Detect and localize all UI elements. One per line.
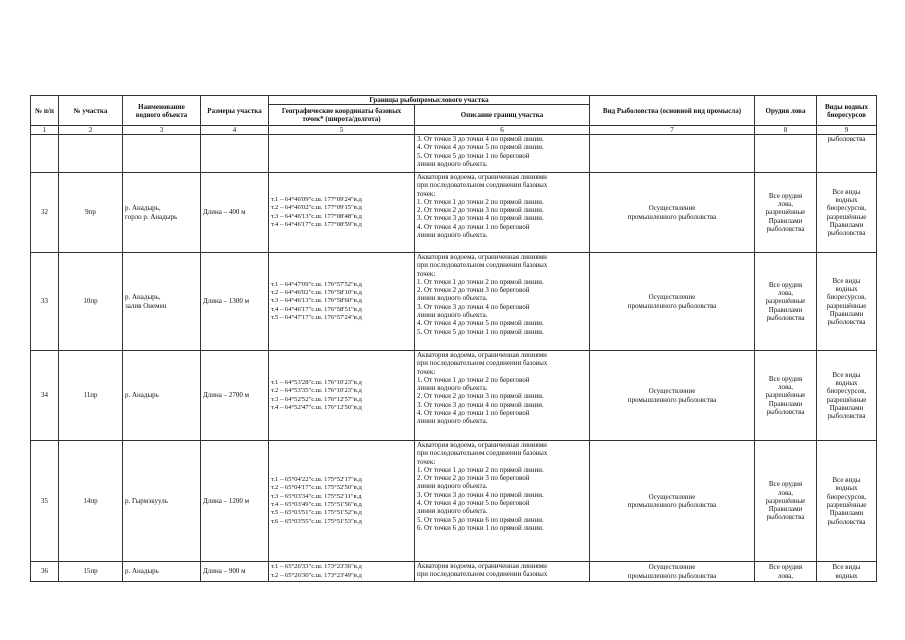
desc-line: 4. От точки 4 до точки 5 по прямой линии. xyxy=(417,319,544,328)
tools-line: Все орудия xyxy=(768,280,803,289)
water-body-line: р. Гырмэкууль xyxy=(125,496,168,505)
coord-line: т.5 – 65°03'51"с.ш. 175°51'52"в.д xyxy=(271,509,362,517)
resources-line: Правилами xyxy=(829,403,864,412)
desc-line: линии водного объекта. xyxy=(417,507,488,516)
tools-cell xyxy=(755,173,817,253)
tools-line: Все орудия xyxy=(768,191,803,200)
coord-line: т.1 – 65°26'33"с.ш. 173°23'36"в.д xyxy=(271,563,362,571)
resources-line: Все виды xyxy=(832,187,861,196)
header-fishery-type: Вид Рыболовства (основной вид промысла) xyxy=(590,96,755,126)
desc-line: линии водного объекта. xyxy=(417,384,488,393)
resources-cell xyxy=(817,135,877,173)
size-cell: Длина – 1300 м xyxy=(201,253,269,351)
desc-line: 6. От точки 6 до точки 1 по прямой линии. xyxy=(417,523,544,532)
header-description: Описание границ участка xyxy=(415,105,590,126)
description-cell xyxy=(415,253,590,351)
tools-line: лова, xyxy=(777,200,794,209)
coord-line: т.3 – 64°46'13"с.ш. 177°08'48"в.д xyxy=(271,212,362,220)
coord-line: т.4 – 64°46'17"с.ш. 177°08'59"в.д xyxy=(271,220,362,228)
resources-line: рыболовства xyxy=(827,517,866,526)
desc-line: 2. От точки 2 до точки 3 по прямой линии. xyxy=(417,392,544,401)
desc-line: точек: xyxy=(417,269,436,278)
fishery-type-cell xyxy=(590,351,755,441)
desc-line: точек: xyxy=(417,189,436,198)
resources-line: водных xyxy=(835,484,858,493)
tools-line: Правилами xyxy=(768,505,803,514)
desc-line: линии водного объекта. xyxy=(417,417,488,426)
header-borders: Границы рыбопромыслового участка xyxy=(269,96,590,105)
row-number-cell: 33 xyxy=(31,253,59,351)
desc-line: 5. От точки 5 до точки 1 по прямой линии. xyxy=(417,327,544,336)
fishery-line: промышленного рыболовства xyxy=(627,301,717,310)
coord-line: т.1 – 65°04'22"с.ш. 175°52'17"в.д xyxy=(271,476,362,484)
fishery-line: промышленного рыболовства xyxy=(627,212,717,221)
column-index: 4 xyxy=(201,126,269,135)
desc-line: 1. От точки 1 до точки 2 по прямой линии. xyxy=(417,197,544,206)
tools-line: Правилами xyxy=(768,216,803,225)
resources-cell xyxy=(817,441,877,562)
table-header xyxy=(31,96,877,135)
tools-line: разрешённые xyxy=(765,496,806,505)
fishery-line: Осуществление xyxy=(648,204,696,213)
tools-line: Правилами xyxy=(768,399,803,408)
desc-line: 4. От точки 4 до точки 1 по береговой xyxy=(417,222,530,231)
tools-line: лова, xyxy=(777,488,794,497)
coords-cell xyxy=(269,173,415,253)
table-row-continuation xyxy=(31,135,877,173)
coord-line: т.2 – 65°26'30"с.ш. 173°23'49"в.д xyxy=(271,571,362,579)
tools-line: разрешённые xyxy=(765,391,806,400)
table-row xyxy=(31,351,877,441)
fishery-line: Осуществление xyxy=(648,293,696,302)
resources-line: рыболовства xyxy=(827,229,866,238)
resources-cell xyxy=(817,351,877,441)
desc-line: Акватория водоема, ограниченная линиями xyxy=(417,351,547,359)
section-cell: 11пр xyxy=(59,351,123,441)
column-index: 6 xyxy=(415,126,590,135)
tools-cell xyxy=(755,562,817,582)
desc-line: 3. От точки 3 до точки 4 по прямой линии. xyxy=(417,400,544,409)
resources-line: Правилами xyxy=(829,509,864,518)
desc-line: линии водного объекта. xyxy=(417,311,488,320)
desc-line: 2. От точки 2 до точки 3 по береговой xyxy=(417,286,530,295)
desc-line: при последовательном соединении базовых xyxy=(417,181,548,190)
fishery-type-cell xyxy=(590,253,755,351)
tools-cell xyxy=(755,253,817,351)
desc-line: точек: xyxy=(417,367,436,376)
desc-line: при последовательном соединении базовых xyxy=(417,570,548,579)
fishery-line: Осуществление xyxy=(648,492,696,501)
coords-cell xyxy=(269,351,415,441)
desc-line: Акватория водоема, ограниченная линиями xyxy=(417,253,547,261)
coord-line: т.6 – 65°03'55"с.ш. 175°51'53"в.д xyxy=(271,517,362,525)
table-row xyxy=(31,441,877,562)
tools-line: лова, xyxy=(777,289,794,298)
fishery-type-cell xyxy=(590,173,755,253)
size-cell: Длина – 400 м xyxy=(201,173,269,253)
header-section-no: № участка xyxy=(59,96,123,126)
table-body xyxy=(31,135,877,582)
water-body-line: залив Онемен xyxy=(125,301,167,310)
desc-line: Акватория водоема, ограниченная линиями xyxy=(417,562,547,570)
desc-line: 1. От точки 1 до точки 2 по прямой линии. xyxy=(417,277,544,286)
coords-cell xyxy=(269,562,415,582)
resources-cell xyxy=(817,253,877,351)
tools-line: разрешённые xyxy=(765,208,806,217)
header-tools: Орудия лова xyxy=(755,96,817,126)
water-body-cell xyxy=(123,173,201,253)
row-number-cell: 34 xyxy=(31,351,59,441)
resources-line: Все виды xyxy=(832,563,861,572)
coord-line: т.4 – 65°03'49"с.ш. 175°51'56"в.д xyxy=(271,501,362,508)
resources-line: водных xyxy=(835,284,858,293)
water-body-line: р. Анадырь, xyxy=(125,293,161,302)
resources-line: разрешённые xyxy=(826,501,867,509)
resources-cell xyxy=(817,173,877,253)
desc-line: 3. От точки 3 до точки 4 по прямой линии. xyxy=(417,214,544,223)
column-index: 9 xyxy=(817,126,877,135)
water-body-line: р. Анадырь xyxy=(125,391,159,400)
resources-line: разрешённые xyxy=(826,395,867,404)
size-cell: Длина – 900 м xyxy=(201,562,269,582)
desc-line: Акватория водоема, ограниченная линиями xyxy=(417,173,547,181)
desc-line: 4. От точки 4 до точки 5 по прямой линии. xyxy=(417,143,544,152)
section-cell: 15пр xyxy=(59,562,123,582)
coord-line: т.3 – 64°46'13"с.ш. 176°58'60"в.д xyxy=(271,297,362,305)
coords-cell xyxy=(269,441,415,562)
resources-line: рыболовства xyxy=(827,412,866,421)
section-cell: 9пр xyxy=(59,173,123,253)
coords-cell xyxy=(269,253,415,351)
header-resources: Виды водных биоресурсов xyxy=(817,96,877,126)
resources-line: водных xyxy=(835,571,858,580)
section-cell: 14пр xyxy=(59,441,123,562)
desc-line: 3. От точки 3 до точки 4 по прямой линии. xyxy=(417,135,544,143)
desc-line: 5. От точки 5 до точки 1 по береговой xyxy=(417,151,530,160)
water-body-cell xyxy=(123,253,201,351)
resources-line: Все виды xyxy=(832,276,861,285)
desc-line: линии водного объекта. xyxy=(417,159,488,168)
fishery-type-cell xyxy=(590,562,755,582)
row-number-cell: 36 xyxy=(31,562,59,582)
description-cell xyxy=(415,351,590,441)
fishery-type-cell xyxy=(590,441,755,562)
desc-line: линии водного объекта. xyxy=(417,482,488,491)
desc-line: при последовательном соединении базовых xyxy=(417,359,548,368)
resources-line: рыболовства xyxy=(827,135,866,143)
table-row xyxy=(31,562,877,582)
water-body-cell xyxy=(123,441,201,562)
coord-line: т.4 – 64°52'47"с.ш. 176°12'50"в.д xyxy=(271,403,362,411)
desc-line: линии водного объекта. xyxy=(417,294,488,303)
resources-line: Правилами xyxy=(829,309,864,318)
desc-line: 3. От точки 3 до точки 4 по прямой линии. xyxy=(417,490,544,499)
column-index-row xyxy=(31,126,877,135)
desc-line: 2. От точки 2 до точки 3 по прямой линии. xyxy=(417,206,544,215)
water-body-cell xyxy=(123,562,201,582)
resources-line: разрешённые xyxy=(826,301,867,310)
fishery-line: промышленного рыболовства xyxy=(627,571,717,580)
fishing-areas-table xyxy=(30,95,877,582)
column-index: 7 xyxy=(590,126,755,135)
desc-line: точек: xyxy=(417,457,436,466)
row-number-cell: 35 xyxy=(31,441,59,562)
coord-line: т.4 – 64°46'17"с.ш. 176°58'51"в.д xyxy=(271,305,362,313)
fishery-line: Осуществление xyxy=(648,387,696,396)
resources-cell xyxy=(817,562,877,582)
column-index: 8 xyxy=(755,126,817,135)
fishery-line: Осуществление xyxy=(648,563,696,572)
resources-line: водных xyxy=(835,378,858,387)
desc-line: Акватория водоема, ограниченная линиями xyxy=(417,441,547,449)
water-body-line: р. Анадырь xyxy=(125,567,159,576)
size-cell: Длина – 1200 м xyxy=(201,441,269,562)
header-coords: Географические координаты базовых точек* (широта/долгота) xyxy=(269,105,415,126)
desc-line: 2. От точки 2 до точки 3 по береговой xyxy=(417,474,530,483)
water-body-cell xyxy=(123,351,201,441)
desc-line: 3. От точки 3 до точки 4 по береговой xyxy=(417,302,530,311)
desc-line: 1. От точки 1 до точки 2 по береговой xyxy=(417,375,530,384)
tools-line: Правилами xyxy=(768,305,803,314)
description-cell xyxy=(415,135,590,173)
resources-line: биоресурсов, xyxy=(826,204,867,213)
tools-line: лова, xyxy=(777,571,794,580)
tools-cell xyxy=(755,441,817,562)
coord-line: т.3 – 65°03'34"с.ш. 175°52'11"в.д xyxy=(271,492,362,500)
desc-line: линии водного объекта. xyxy=(417,231,488,240)
coord-line: т.5 – 64°47'17"с.ш. 176°57'24"в.д xyxy=(271,313,362,321)
description-cell xyxy=(415,562,590,582)
header-num: № п/п xyxy=(31,96,59,126)
desc-line: 5. От точки 5 до точки 6 по прямой линии. xyxy=(417,515,544,524)
tools-line: Все орудия xyxy=(768,374,803,383)
column-index: 5 xyxy=(269,126,415,135)
resources-line: Все виды xyxy=(832,370,861,379)
desc-line: 4. От точки 4 до точки 5 по береговой xyxy=(417,499,530,508)
tools-line: лова, xyxy=(777,383,794,392)
tools-cell xyxy=(755,351,817,441)
tools-line: Все орудия xyxy=(768,480,803,489)
coord-line: т.2 – 65°04'17"с.ш. 175°52'50"в.д xyxy=(271,484,362,492)
header-water-body: Наименование водного объекта xyxy=(123,96,201,126)
water-body-line: р. Анадырь, xyxy=(125,204,161,213)
resources-line: рыболовства xyxy=(827,318,866,327)
row-number-cell: 32 xyxy=(31,173,59,253)
fishery-line: промышленного рыболовства xyxy=(627,501,717,509)
tools-line: разрешённые xyxy=(765,297,806,306)
desc-line: 4. От точки 4 до точки 1 по береговой xyxy=(417,409,530,418)
coord-line: т.3 – 64°52'52"с.ш. 176°12'57"в.д xyxy=(271,395,362,403)
resources-line: Все виды xyxy=(832,476,861,485)
column-index: 3 xyxy=(123,126,201,135)
tools-line: рыболовства xyxy=(766,513,805,522)
table-row xyxy=(31,173,877,253)
resources-line: водных xyxy=(835,195,858,204)
coord-line: т.2 – 64°46'02"с.ш. 177°09'15"в.д xyxy=(271,204,362,212)
fishery-line: промышленного рыболовства xyxy=(627,395,717,404)
column-index: 1 xyxy=(31,126,59,135)
desc-line: при последовательном соединении базовых xyxy=(417,449,548,458)
tools-line: рыболовства xyxy=(766,313,805,322)
resources-line: разрешённые xyxy=(826,212,867,221)
desc-line: при последовательном соединении базовых xyxy=(417,261,548,270)
description-cell xyxy=(415,441,590,562)
resources-line: биоресурсов, xyxy=(826,387,867,396)
size-cell: Длина – 2700 м xyxy=(201,351,269,441)
coord-line: т.1 – 64°46'09"с.ш. 177°09'24"в.д xyxy=(271,195,362,203)
coord-line: т.1 – 64°53'28"с.ш. 176°10'23"в.д xyxy=(271,378,362,386)
resources-line: Правилами xyxy=(829,220,864,229)
desc-line: 1. От точки 1 до точки 2 по прямой линии. xyxy=(417,465,544,474)
water-body-line: горло р. Анадырь xyxy=(125,212,178,221)
resources-line: биоресурсов, xyxy=(826,293,867,302)
table-row xyxy=(31,253,877,351)
column-index: 2 xyxy=(59,126,123,135)
section-cell: 10пр xyxy=(59,253,123,351)
description-cell xyxy=(415,173,590,253)
tools-line: Все орудия xyxy=(768,563,803,572)
resources-line: биоресурсов, xyxy=(826,492,867,501)
coord-line: т.1 – 64°47'09"с.ш. 176°57'52"в.д xyxy=(271,280,362,288)
tools-line: рыболовства xyxy=(766,407,805,416)
coord-line: т.2 – 64°53'35"с.ш. 176°10'23"в.д xyxy=(271,387,362,395)
tools-line: рыболовства xyxy=(766,224,805,233)
header-size: Размеры участка xyxy=(201,96,269,126)
coord-line: т.2 – 64°46'02"с.ш. 176°58'10"в.д xyxy=(271,289,362,297)
